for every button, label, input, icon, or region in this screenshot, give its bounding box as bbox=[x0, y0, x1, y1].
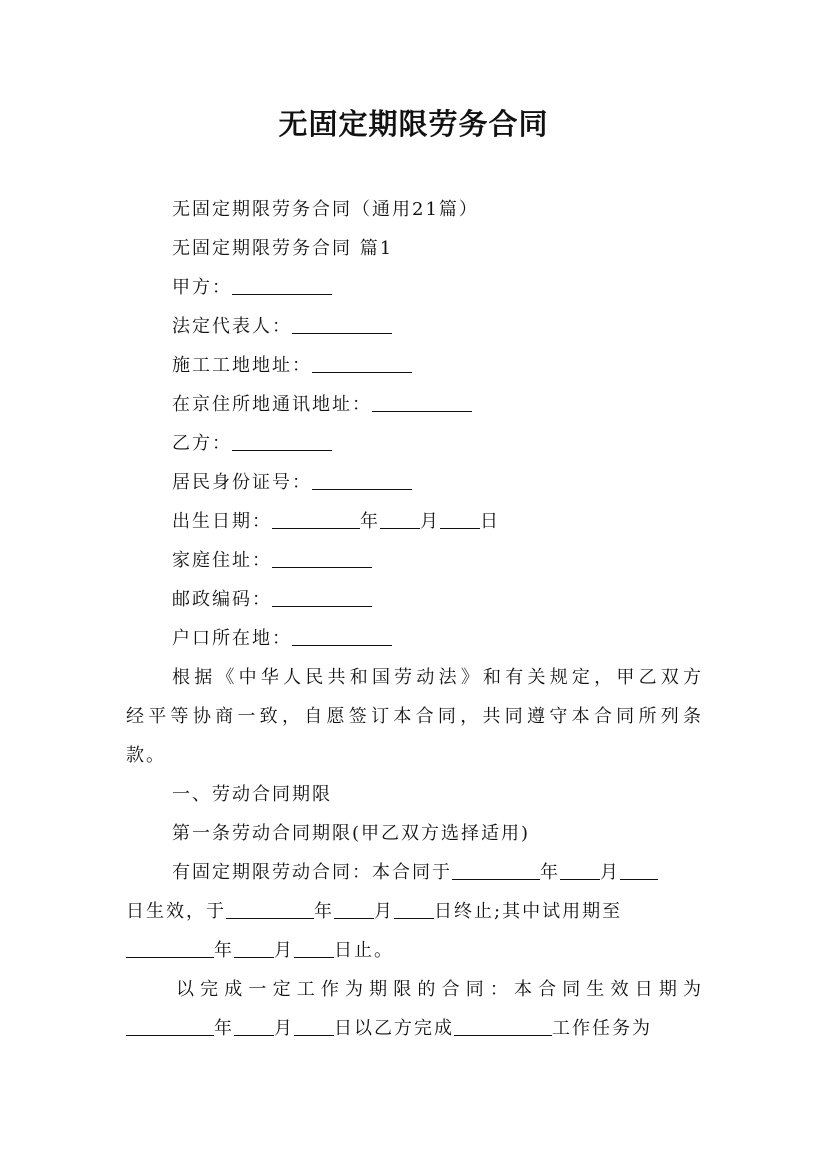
legal-rep-blank[interactable] bbox=[292, 315, 392, 334]
intro-line-1: 根据《中华人民共和国劳动法》和有关规定，甲乙双方 bbox=[172, 667, 702, 688]
end-day-blank[interactable] bbox=[394, 900, 434, 919]
party-b-label: 乙方： bbox=[172, 433, 232, 454]
trial-month-blank[interactable] bbox=[234, 939, 274, 958]
beijing-address-label: 在京住所地通讯地址： bbox=[172, 394, 372, 415]
task-month-blank[interactable] bbox=[234, 1017, 274, 1036]
day-unit: 日 bbox=[334, 940, 354, 961]
id-number-label: 居民身份证号： bbox=[172, 472, 312, 493]
birth-date-label: 出生日期： bbox=[172, 511, 272, 532]
id-number-field bbox=[172, 471, 412, 495]
section-1-heading: 一、劳动合同期限 bbox=[172, 784, 332, 805]
day-unit: 日 bbox=[126, 901, 146, 922]
birth-date-field bbox=[172, 510, 500, 534]
task-term-tail: 工作任务为 bbox=[552, 1018, 652, 1039]
legal-rep-field bbox=[172, 315, 392, 339]
day-unit: 日 bbox=[434, 901, 454, 922]
month-unit: 月 bbox=[274, 940, 294, 961]
legal-rep-label: 法定代表人： bbox=[172, 316, 292, 337]
hukou-blank[interactable] bbox=[292, 627, 392, 646]
start-month-blank[interactable] bbox=[560, 861, 600, 880]
fixed-term-line-3 bbox=[126, 939, 394, 963]
fixed-term-effective: 生效，于 bbox=[146, 901, 226, 922]
id-number-blank[interactable] bbox=[312, 471, 412, 490]
hukou-label: 户口所在地： bbox=[172, 628, 292, 649]
task-name-blank[interactable] bbox=[454, 1017, 552, 1036]
site-address-label: 施工工地地址： bbox=[172, 355, 312, 376]
year-unit: 年 bbox=[540, 862, 560, 883]
birth-year-blank[interactable] bbox=[272, 510, 360, 529]
year-unit: 年 bbox=[360, 511, 380, 532]
start-day-blank[interactable] bbox=[620, 861, 658, 880]
task-day-blank[interactable] bbox=[294, 1017, 334, 1036]
beijing-address-field bbox=[172, 393, 472, 417]
fixed-term-until: 止。 bbox=[354, 940, 394, 961]
trial-year-blank[interactable] bbox=[126, 939, 214, 958]
site-address-blank[interactable] bbox=[312, 354, 412, 373]
document-subtitle: 无固定期限劳务合同（通用21篇） bbox=[172, 199, 479, 220]
end-month-blank[interactable] bbox=[334, 900, 374, 919]
postal-code-field bbox=[172, 588, 372, 612]
party-a-field bbox=[172, 276, 332, 300]
postal-code-label: 邮政编码： bbox=[172, 589, 272, 610]
document-title: 无固定期限劳务合同 bbox=[278, 107, 549, 141]
article-1-heading: 第一条劳动合同期限(甲乙双方选择适用) bbox=[172, 823, 531, 844]
fixed-term-line-1 bbox=[172, 861, 658, 885]
task-term-line-1: 以完成一定工作为期限的合同：本合同生效日期为 bbox=[176, 979, 702, 1000]
year-unit: 年 bbox=[314, 901, 334, 922]
hukou-field bbox=[172, 627, 392, 651]
postal-code-blank[interactable] bbox=[272, 588, 372, 607]
month-unit: 月 bbox=[600, 862, 620, 883]
party-b-field bbox=[172, 432, 332, 456]
month-unit: 月 bbox=[274, 1018, 294, 1039]
party-a-label: 甲方： bbox=[172, 277, 232, 298]
trial-day-blank[interactable] bbox=[294, 939, 334, 958]
home-address-label: 家庭住址： bbox=[172, 550, 272, 571]
party-b-blank[interactable] bbox=[232, 432, 332, 451]
year-unit: 年 bbox=[214, 940, 234, 961]
task-completion-lead: 以乙方完成 bbox=[354, 1018, 454, 1039]
end-year-blank[interactable] bbox=[226, 900, 314, 919]
intro-line-3: 款。 bbox=[126, 745, 166, 766]
fixed-term-line-2 bbox=[126, 900, 622, 924]
day-unit: 日 bbox=[334, 1018, 354, 1039]
task-term-line-2 bbox=[126, 1017, 652, 1041]
home-address-blank[interactable] bbox=[272, 549, 372, 568]
month-unit: 月 bbox=[374, 901, 394, 922]
party-a-blank[interactable] bbox=[232, 276, 332, 295]
birth-month-blank[interactable] bbox=[380, 510, 420, 529]
fixed-term-lead: 有固定期限劳动合同：本合同于 bbox=[172, 862, 452, 883]
month-unit: 月 bbox=[420, 511, 440, 532]
year-unit: 年 bbox=[214, 1018, 234, 1039]
day-unit: 日 bbox=[480, 511, 500, 532]
article-heading: 无固定期限劳务合同 篇1 bbox=[172, 238, 394, 259]
fixed-term-end-trial: 终止;其中试用期至 bbox=[454, 901, 623, 922]
site-address-field bbox=[172, 354, 412, 378]
start-year-blank[interactable] bbox=[452, 861, 540, 880]
beijing-address-blank[interactable] bbox=[372, 393, 472, 412]
home-address-field bbox=[172, 549, 372, 573]
birth-day-blank[interactable] bbox=[440, 510, 480, 529]
task-year-blank[interactable] bbox=[126, 1017, 214, 1036]
intro-line-2: 经平等协商一致，自愿签订本合同，共同遵守本合同所列条 bbox=[126, 706, 702, 727]
